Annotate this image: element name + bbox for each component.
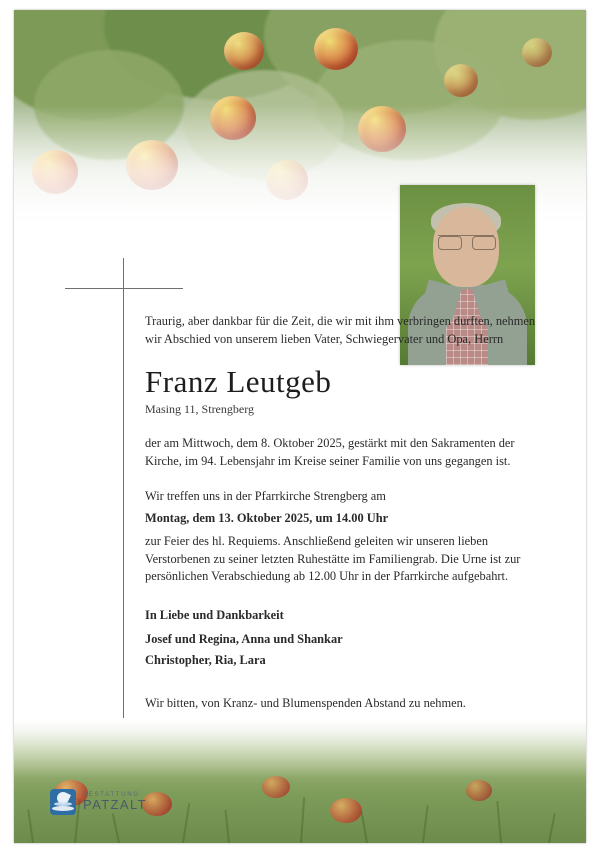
intro-paragraph: Traurig, aber dankbar für die Zeit, die wir mit ihm verbringen durften, nehmen wir Abschied von unserem lieben Vater, Schwiegervater und Opa, Herrn [145,314,536,346]
ceremony-paragraph: zur Feier des hl. Requiems. Anschließend geleiten wir unseren lieben Verstorbenen zu seiner letzten Ruhestätte im Familiengrab. Die Urne ist zur persönlichen Verabschiedung ab 12.00 Uhr in der Pfarrkirche aufgebahrt. [145,534,521,583]
family-line-1: Josef und Regina, Anna und Shankar [145,632,343,646]
family-line-2: Christopher, Ria, Lara [145,652,266,667]
deceased-name: Franz Leutgeb [145,364,332,399]
meeting-line: Wir treffen uns in der Pfarrkirche Strengberg am [145,489,386,503]
water-leaf-icon [50,789,76,815]
memorial-card [14,10,586,843]
cross-horizontal-line [65,288,183,289]
closing-note: Wir bitten, von Kranz- und Blumenspenden Abstand zu nehmen. [145,696,466,710]
deceased-address: Masing 11, Strengberg [145,402,254,416]
logo-line-2: PATZALT [83,797,147,813]
company-logo [50,789,147,815]
funeral-datetime: Montag, dem 13. Oktober 2025, um 14.00 Uhr [145,510,389,525]
logo-line-1: BESTATTUNG [83,790,140,798]
death-paragraph: der am Mittwoch, dem 8. Oktober 2025, gestärkt mit den Sakramenten der Kirche, im 94. Lebensjahr im Kreise seiner Familie von uns gegangen ist. [145,436,515,468]
bottom-banner-image [14,718,586,843]
cross-vertical-line [123,258,124,728]
obituary-text [145,313,545,713]
gratitude-heading: In Liebe und Dankbarkeit [145,607,284,622]
